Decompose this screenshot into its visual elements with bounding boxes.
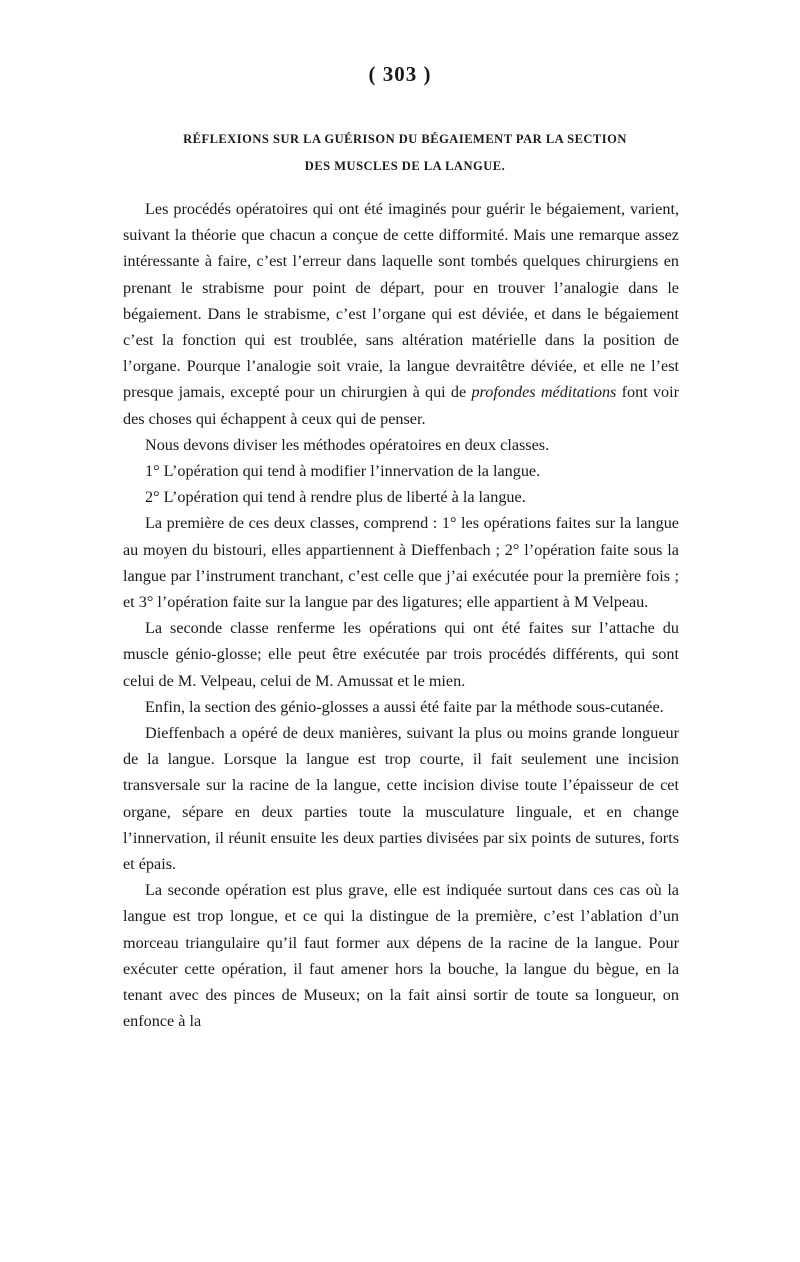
paragraph-1 (123, 196, 679, 432)
paragraph-1-text-a: Les procédés opératoires qui ont été imaginés pour guérir le bégaiement, varient, suivant la théorie que chacun a conçue de cette difformité. Mais une remarque assez intéressante à faire, c’est l’erreur dans laquelle sont tombés quelques chirurgiens en prenant le strabisme pour point de départ, pour en trouver l’analogie dans le bégaiement. Dans le strabisme, c’est l’organe qui est déviée, et dans le bégaiement c’est la fonction qui est troublée, sans altération matérielle dans la position de l’organe. Pourque l’analogie soit vraie, la langue devraitêtre déviée, et elle ne l’est presque jamais, excepté pour un chirurgien à qui de (123, 200, 679, 402)
paragraph-3: La première de ces deux classes, comprend : 1° les opérations faites sur la langue au moyen du bistouri, elles appartiennent à Dieffenbach ; 2° l’opération faite sous la langue par l’instrument tranchant, c’est celle que j’ai exécutée pour la première fois ; et 3° l’opération faite sur la langue par des ligatures; elle appartient à M Velpeau. (123, 514, 679, 612)
list-item-2: 2° L’opération qui tend à rendre plus de liberté à la langue. (145, 488, 526, 507)
paragraph-5: Enfin, la section des génio-glosses a aussi été faite par la méthode sous-cutanée. (145, 697, 664, 716)
list-item-1: 1° L’opération qui tend à modifier l’innervation de la langue. (145, 462, 541, 481)
body-text (123, 196, 679, 1035)
heading-line-1: RÉFLEXIONS SUR LA GUÉRISON DU BÉGAIEMENT PAR LA SECTION (183, 132, 627, 146)
paragraph-2: Nous devons diviser les méthodes opératoires en deux classes. (145, 435, 550, 454)
paragraph-7: La seconde opération est plus grave, elle est indiquée surtout dans ces cas où la langue est trop longue, et ce qui la distingue de la première, c’est l’ablation d’un morceau triangulaire qu’il faut former aux dépens de la racine de la langue. Pour exécuter cette opération, il faut amener hors la bouche, la langue du bègue, en la tenant avec des pinces de Museux; on la fait ainsi sortir de toute sa longueur, on enfonce à la (123, 881, 679, 1031)
paragraph-1-text-b: font voir des choses qui échappent à ceux qui de penser. (123, 383, 679, 428)
paragraph-4: La seconde classe renferme les opérations qui ont été faites sur l’attache du muscle génio-glosse; elle peut être exécutée par trois procédés différents, qui sont celui de M. Velpeau, celui de M. Amussat et le mien. (123, 619, 679, 690)
heading-line-2: DES MUSCLES DE LA LANGUE. (304, 159, 506, 173)
section-heading (110, 126, 700, 180)
paragraph-6: Dieffenbach a opéré de deux manières, suivant la plus ou moins grande longueur de la langue. Lorsque la langue est trop courte, il fait seulement une incision transversale sur la racine de la langue, cette incision divise toute l’épaisseur de cet organe, sépare en deux parties toute la musculature linguale, et en change l’innervation, il réunit ensuite les deux parties divisées par six points de sutures, forts et épais. (123, 724, 679, 874)
paragraph-1-italic: profondes méditations (471, 383, 617, 402)
page-number: ( 303 ) (368, 62, 432, 86)
